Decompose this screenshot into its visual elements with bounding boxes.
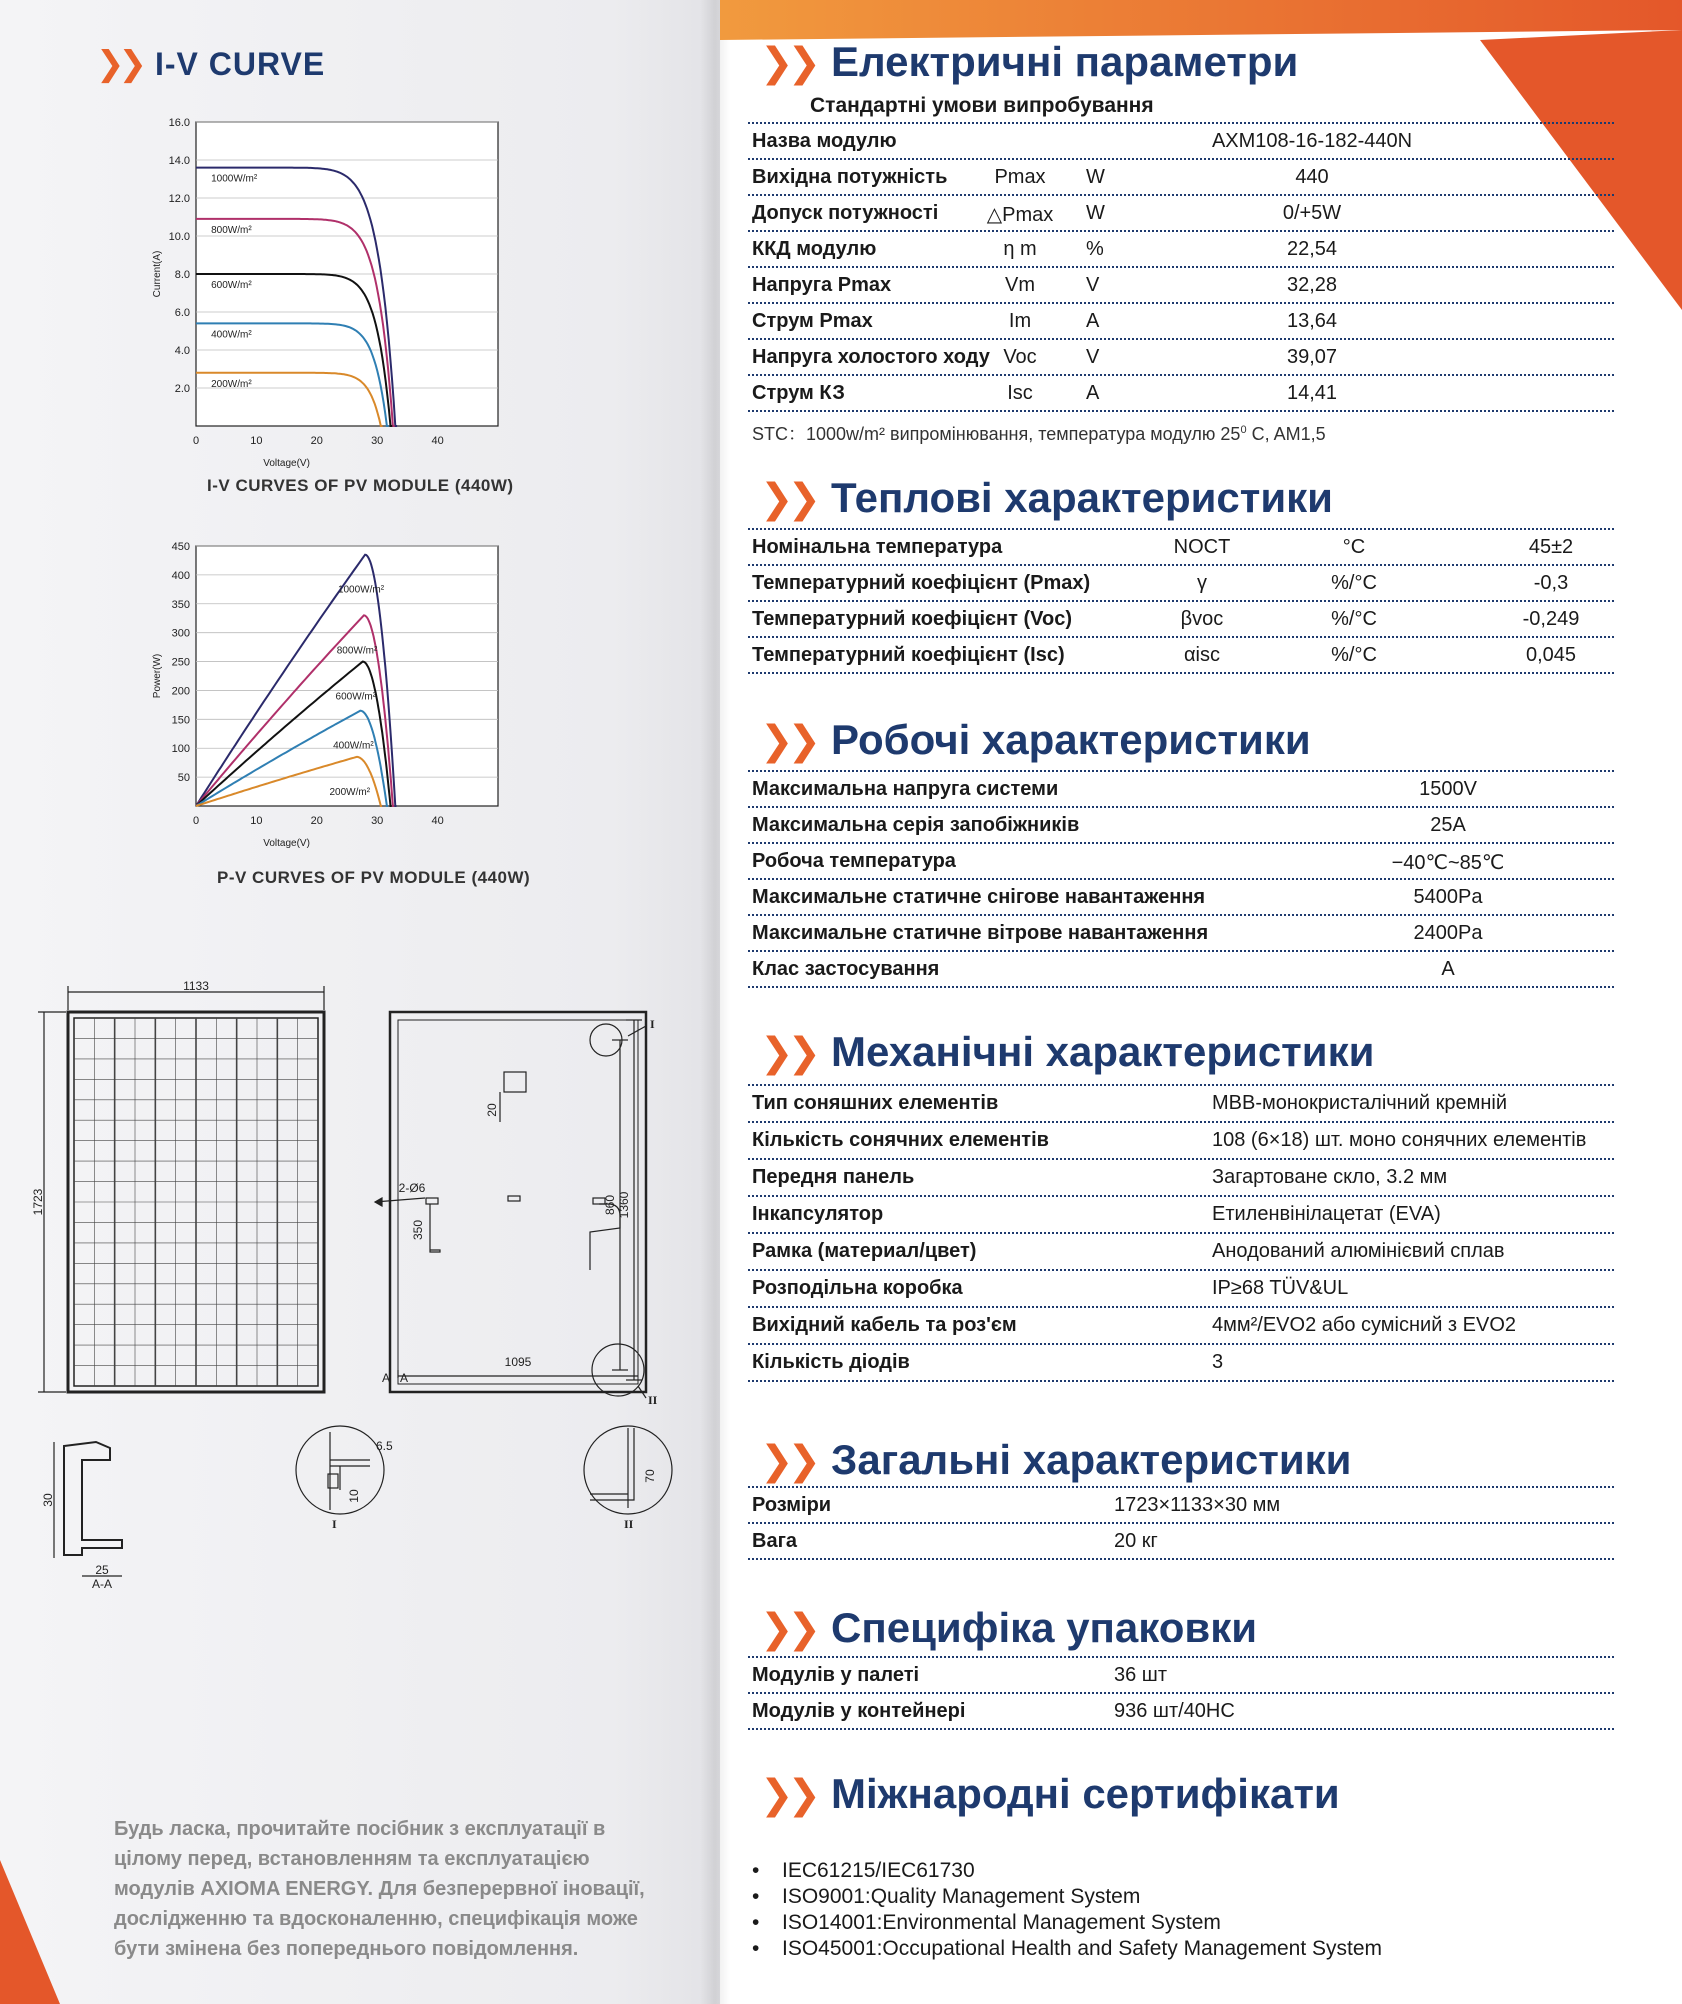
general-label: Вага	[752, 1530, 798, 1552]
x-tick-label: 30	[371, 435, 384, 447]
packaging-label: Модулів у контейнері	[752, 1700, 966, 1722]
electrical-value: 0/+5W	[1282, 202, 1342, 224]
thermal-value: -0,249	[1522, 608, 1580, 630]
general-value: 20 кг	[1114, 1530, 1158, 1552]
chevron-icon: ❯❯	[760, 1030, 816, 1076]
dim-1360: 1360	[617, 1191, 631, 1219]
mechanical-label: Кількість діодів	[752, 1351, 910, 1373]
chevron-icon: ❯❯	[760, 1606, 816, 1652]
thermal-value: 0,045	[1525, 644, 1577, 666]
mechanical-value: Анодований алюмінієвий сплав	[1212, 1240, 1505, 1262]
y-tick-label: 200	[171, 685, 190, 698]
chevron-icon: ❯❯	[760, 718, 816, 764]
electrical-label: Назва модулю	[752, 130, 897, 152]
electrical-row	[748, 304, 1614, 340]
iv-curve-title	[96, 44, 325, 84]
mechanical-row	[748, 1160, 1614, 1197]
mechanical-row	[748, 1123, 1614, 1160]
certificates-title	[760, 1770, 1340, 1818]
operating-value: 5400Pa	[1413, 886, 1483, 908]
packaging-row	[748, 1658, 1614, 1694]
thermal-label: Температурний коефіцієнт (Pmax)	[752, 572, 1091, 594]
stc-tail: C, AM1,5	[1246, 424, 1326, 444]
electrical-value: 39,07	[1286, 346, 1338, 368]
electrical-row	[748, 340, 1614, 376]
thermal-title	[760, 474, 1333, 522]
mechanical-label: Вихідний кабель та роз'єм	[752, 1314, 1017, 1336]
holes-label: 2-Ø6	[398, 1181, 426, 1195]
stc-note	[752, 420, 1326, 446]
dim-20: 20	[485, 1103, 499, 1117]
mechanical-value: MBB-монокристалічний кремній	[1212, 1092, 1508, 1114]
y-tick-label: 150	[171, 714, 190, 727]
series-label: 1000W/m²	[211, 173, 258, 185]
y-tick-label: 2.0	[174, 383, 190, 395]
electrical-label: Струм КЗ	[752, 382, 845, 404]
y-axis-label: Power(W)	[152, 653, 163, 699]
series-label: 200W/m²	[329, 786, 371, 798]
operating-value: −40℃~85℃	[1391, 852, 1505, 874]
chevron-icon: ❯❯	[760, 1438, 816, 1484]
electrical-value: 13,64	[1286, 310, 1338, 332]
mechanical-value: 108 (6×18) шт. моно сонячних елементів	[1212, 1129, 1587, 1151]
series-label: 400W/m²	[333, 740, 374, 752]
packaging-title-text: Специфіка упаковки	[831, 1604, 1258, 1651]
mechanical-value: 3	[1212, 1351, 1224, 1373]
dim-860: 860	[603, 1194, 617, 1216]
electrical-unit: V	[1086, 346, 1100, 368]
operating-row	[748, 808, 1614, 844]
thermal-unit: %/°C	[1331, 644, 1377, 666]
electrical-sym: Vm	[1005, 274, 1035, 296]
y-tick-label: 6.0	[174, 307, 190, 319]
x-tick-label: 0	[192, 815, 200, 827]
module-technical-drawing	[30, 979, 690, 1591]
mechanical-label: Рамка (материал/цвет)	[752, 1240, 977, 1262]
y-tick-label: 300	[171, 627, 190, 640]
certificate-text: ISO9001:Quality Management System	[782, 1885, 1141, 1908]
stc-label: STC：	[752, 424, 806, 444]
dim-height: 1723	[31, 1188, 45, 1216]
mark-I: I	[650, 1017, 655, 1031]
series-label: 1000W/m²	[337, 584, 385, 596]
operating-label: Максимальне статичне вітрове навантаження	[752, 922, 1209, 944]
electrical-sym: △Pmax	[986, 204, 1054, 226]
mechanical-label: Передня панель	[752, 1166, 915, 1188]
thermal-row	[748, 530, 1614, 566]
iv-chart-caption: I-V CURVES OF PV MODULE (440W)	[207, 476, 514, 495]
electrical-unit: W	[1086, 166, 1105, 188]
electrical-title-text: Електричні параметри	[831, 38, 1299, 85]
mark-A-left: A	[382, 1371, 391, 1385]
electrical-sym: Voc	[1003, 346, 1037, 368]
certificate-item	[752, 1910, 1382, 1936]
x-tick-label: 0	[192, 435, 200, 447]
series-label: 200W/m²	[211, 378, 252, 390]
mechanical-row	[748, 1271, 1614, 1308]
electrical-sym: Isc	[1007, 382, 1033, 404]
mark-A-right: A	[400, 1371, 409, 1385]
series-label: 400W/m²	[211, 329, 252, 341]
packaging-value: 936 шт/40HC	[1114, 1700, 1235, 1722]
electrical-unit: %	[1086, 238, 1104, 260]
general-value: 1723×1133×30 мм	[1114, 1494, 1281, 1516]
mechanical-value: Загартоване скло, 3.2 мм	[1212, 1166, 1448, 1188]
mechanical-label: Тип соняшних елементів	[752, 1092, 999, 1114]
operating-title-text: Робочі характеристики	[831, 716, 1311, 763]
x-tick-label: 40	[431, 815, 444, 827]
certificate-item	[752, 1936, 1382, 1962]
mechanical-row	[748, 1086, 1614, 1123]
thermal-sym: βvoc	[1180, 608, 1224, 630]
mechanical-label: Кількість сонячних елементів	[752, 1129, 1049, 1151]
operating-row	[748, 952, 1614, 988]
operating-value: 25A	[1430, 814, 1466, 836]
y-tick-label: 50	[177, 772, 190, 785]
thermal-unit: °C	[1342, 536, 1366, 558]
thermal-label: Температурний коефіцієнт (Isc)	[752, 644, 1065, 666]
operating-value: 1500V	[1419, 778, 1477, 800]
electrical-row	[748, 196, 1614, 232]
electrical-value: 14,41	[1286, 382, 1338, 404]
y-axis-label: Current(A)	[152, 250, 163, 298]
x-tick-label: 10	[250, 815, 263, 827]
mechanical-value: Етиленвінілацетат (EVA)	[1212, 1203, 1441, 1225]
thermal-sym: NOCT	[1173, 536, 1231, 558]
x-tick-label: 10	[250, 435, 263, 447]
electrical-row	[748, 160, 1614, 196]
general-title	[760, 1436, 1352, 1484]
thermal-row	[748, 566, 1614, 602]
thermal-sym: γ	[1197, 572, 1207, 594]
operating-label: Максимальна серія запобіжників	[752, 814, 1080, 836]
y-tick-label: 350	[171, 598, 190, 611]
iv-curve-chart	[140, 110, 620, 480]
mark-II: II	[648, 1393, 658, 1407]
operating-row	[748, 844, 1614, 880]
operating-row	[748, 916, 1614, 952]
general-row	[748, 1524, 1614, 1560]
dim-width: 1133	[183, 979, 209, 993]
electrical-row	[748, 124, 1614, 160]
iv-title-text: I-V CURVE	[154, 46, 326, 82]
chevron-icon: ❯❯	[96, 44, 141, 84]
dim-350: 350	[411, 1219, 425, 1241]
electrical-sym: Pmax	[994, 166, 1046, 188]
pv-curve-chart	[140, 532, 620, 862]
y-tick-label: 400	[171, 569, 190, 582]
mechanical-row	[748, 1234, 1614, 1271]
electrical-unit: W	[1086, 202, 1105, 224]
y-tick-label: 100	[171, 743, 190, 756]
series-label: 600W/m²	[335, 691, 377, 703]
electrical-label: Допуск потужності	[752, 202, 939, 224]
disclaimer-text: Будь ласка, прочитайте посібник з експлуатації в цілому перед, встановленням та експлуатацією модулів AXIOMA ENERGY. Для безперервної іновації, дослідженню та вдосконаленню, специфікація може бути змінена без попереднього повідомлення.	[114, 1818, 645, 1960]
certificates-title-text: Міжнародні сертифікати	[831, 1770, 1340, 1817]
detail-I-label: I	[332, 1517, 337, 1531]
x-tick-label: 20	[310, 435, 323, 447]
packaging-title	[760, 1604, 1257, 1652]
electrical-unit: A	[1086, 382, 1100, 404]
y-tick-label: 8.0	[174, 269, 190, 281]
stc-text: 1000w/m² випромінювання, температура модулю 25	[806, 424, 1241, 444]
mechanical-row	[748, 1197, 1614, 1234]
operating-title	[760, 716, 1311, 764]
section-25: 25	[95, 1563, 109, 1577]
detail-10: 10	[347, 1489, 361, 1503]
certificates-list	[752, 1858, 1382, 1962]
electrical-label: Напруга Pmax	[752, 274, 892, 296]
y-tick-label: 250	[171, 656, 190, 669]
mechanical-label: Інкапсулятор	[752, 1203, 884, 1225]
x-tick-label: 40	[431, 435, 444, 447]
packaging-label: Модулів у палеті	[752, 1664, 920, 1686]
electrical-sym: Im	[1008, 310, 1032, 332]
orange-corner-bottom-left	[0, 1860, 80, 2004]
mechanical-row	[748, 1345, 1614, 1382]
electrical-unit: A	[1086, 310, 1100, 332]
electrical-sym: η m	[1003, 238, 1037, 260]
thermal-label: Номінальна температура	[752, 536, 1003, 558]
operating-label: Робоча температура	[752, 850, 956, 872]
stc-sup: 0	[1240, 424, 1247, 436]
thermal-sym: αisc	[1183, 644, 1221, 666]
detail-65: 6.5	[376, 1439, 393, 1453]
electrical-title	[760, 38, 1298, 86]
operating-label: Максимальна напруга системи	[752, 778, 1059, 800]
pv-chart-caption: P-V CURVES OF PV MODULE (440W)	[217, 868, 531, 887]
y-tick-label: 14.0	[168, 155, 190, 167]
detail-70: 70	[643, 1469, 657, 1483]
mechanical-label: Розподільна коробка	[752, 1277, 963, 1299]
y-tick-label: 16.0	[168, 117, 190, 129]
chevron-icon: ❯❯	[760, 1772, 816, 1818]
y-tick-label: 10.0	[168, 231, 190, 243]
detail-II-label: II	[624, 1517, 634, 1531]
electrical-value: 22,54	[1286, 238, 1338, 260]
electrical-value: AXM108-16-182-440N	[1211, 130, 1413, 152]
y-tick-label: 450	[171, 541, 190, 553]
electrical-label: ККД модулю	[752, 238, 877, 260]
x-tick-label: 20	[310, 815, 323, 827]
certificate-item	[752, 1884, 1382, 1910]
electrical-value: 440	[1295, 166, 1329, 188]
electrical-row	[748, 232, 1614, 268]
electrical-row	[748, 376, 1614, 412]
electrical-unit: V	[1086, 274, 1100, 296]
electrical-label: Напруга холостого ходу	[752, 346, 990, 368]
thermal-title-text: Теплові характеристики	[831, 474, 1334, 521]
electrical-value: 32,28	[1286, 274, 1338, 296]
series-label: 800W/m²	[336, 645, 378, 657]
x-tick-label: 30	[371, 815, 384, 827]
packaging-value: 36 шт	[1114, 1664, 1168, 1686]
operating-value: 2400Pa	[1413, 922, 1483, 944]
x-axis-label: Voltage(V)	[263, 458, 310, 469]
operating-row	[748, 880, 1614, 916]
section-AA: A-A	[91, 1577, 113, 1591]
certificate-text: IEC61215/IEC61730	[782, 1859, 975, 1882]
mechanical-value: 4мм²/EVO2 або сумісний з EVO2	[1212, 1314, 1517, 1336]
x-axis-label: Voltage(V)	[263, 838, 310, 849]
certificate-text: ISO45001:Occupational Health and Safety Management System	[782, 1937, 1383, 1960]
thermal-row	[748, 602, 1614, 638]
thermal-value: 45±2	[1528, 536, 1574, 558]
thermal-unit: %/°C	[1331, 608, 1377, 630]
section-30: 30	[41, 1493, 55, 1507]
certificate-item	[752, 1858, 1382, 1884]
operating-row	[748, 772, 1614, 808]
electrical-row	[748, 268, 1614, 304]
general-title-text: Загальні характеристики	[831, 1436, 1352, 1483]
electrical-subtitle: Стандартні умови випробування	[810, 94, 1154, 117]
packaging-row	[748, 1694, 1614, 1730]
chevron-icon: ❯❯	[760, 40, 816, 86]
general-label: Розміри	[752, 1494, 832, 1516]
mechanical-row	[748, 1308, 1614, 1345]
operating-label: Клас застосування	[752, 958, 940, 980]
mechanical-title	[760, 1028, 1374, 1076]
y-tick-label: 12.0	[168, 193, 190, 205]
mechanical-title-text: Механічні характеристики	[831, 1028, 1375, 1075]
electrical-label: Струм Pmax	[752, 310, 873, 332]
thermal-unit: %/°C	[1331, 572, 1377, 594]
y-tick-label: 4.0	[174, 345, 190, 357]
series-label: 800W/m²	[211, 224, 252, 236]
thermal-value: -0,3	[1533, 572, 1569, 594]
electrical-label: Вихідна потужність	[752, 166, 948, 188]
series-label: 600W/m²	[211, 280, 252, 291]
dim-back-width: 1095	[504, 1355, 532, 1369]
certificate-text: ISO14001:Environmental Management System	[782, 1911, 1221, 1934]
thermal-row	[748, 638, 1614, 674]
operating-value: A	[1441, 958, 1455, 980]
mechanical-value: IP≥68 TÜV&UL	[1212, 1277, 1349, 1299]
chevron-icon: ❯❯	[760, 476, 816, 522]
thermal-label: Температурний коефіцієнт (Voc)	[752, 608, 1072, 630]
operating-label: Максимальне статичне снігове навантаження	[752, 886, 1206, 908]
general-row	[748, 1488, 1614, 1524]
